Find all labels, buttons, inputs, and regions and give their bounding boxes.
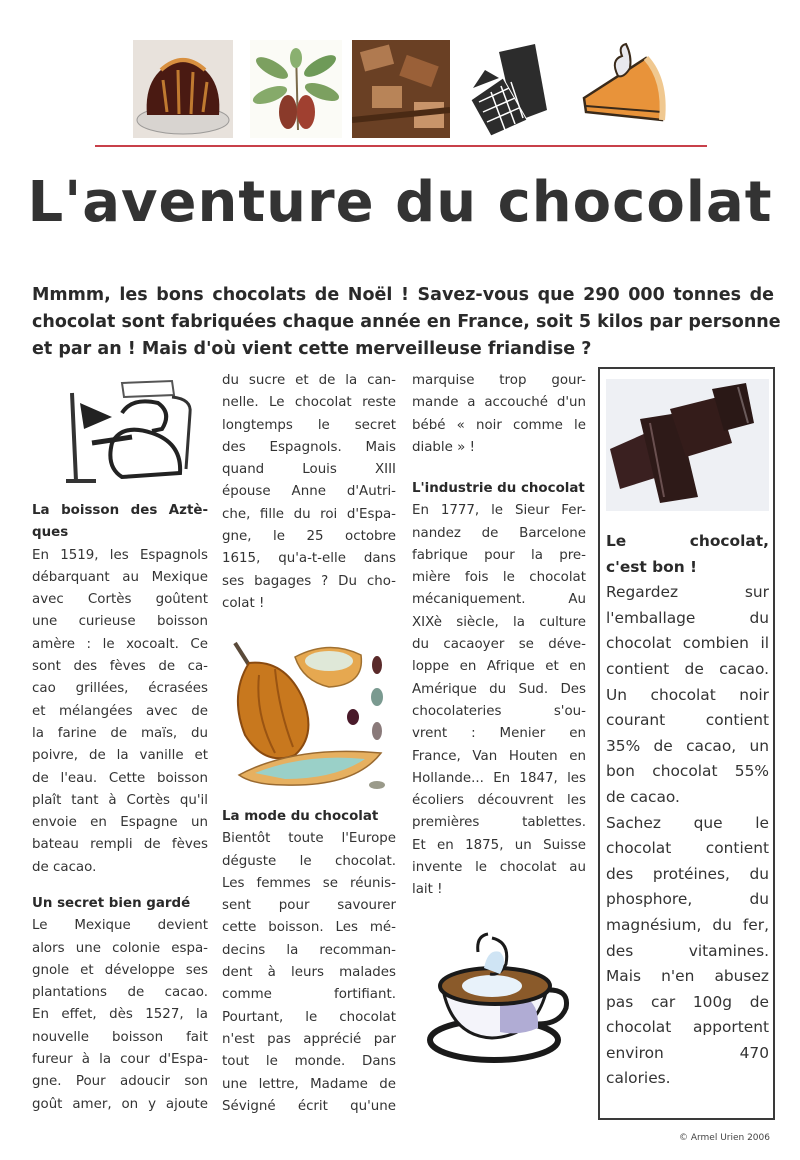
- text-line: du cacaoyer se déve-: [412, 637, 586, 653]
- text-line: une lettre, Madame de: [222, 1076, 396, 1092]
- text-line: 35% de cacao, un: [606, 736, 769, 755]
- text-line: des vitamines.: [606, 941, 769, 960]
- text-line: premières tablettes.: [412, 815, 586, 831]
- text-line: ses bagages ? Du cho-: [222, 573, 396, 589]
- text-line: En 1777, le Sieur Fer-: [412, 503, 586, 519]
- text-line: diable » !: [412, 439, 475, 455]
- text-line: environ 470: [606, 1043, 769, 1062]
- text-line: envoie en Espagne un: [32, 815, 208, 831]
- text-line: Mais n'en abusez: [606, 967, 769, 986]
- text-line: chocolat combien il: [606, 634, 769, 653]
- section-mode-continued: [412, 370, 586, 459]
- page-title: L'aventure du chocolat: [27, 170, 773, 235]
- text-line: En effet, dès 1527, la: [32, 1007, 208, 1023]
- sidebox-heading: c'est bon !: [606, 557, 698, 576]
- text-line: che, fille du roi d'Espa-: [222, 506, 396, 522]
- section-mode: [222, 806, 396, 1118]
- sidebox-heading: Le chocolat,: [606, 532, 769, 550]
- text-line: mande a accouché d'un: [412, 395, 586, 411]
- text-line: n'est pas apprécié par: [222, 1031, 396, 1047]
- text-line: En 1519, les Espagnols: [32, 547, 208, 563]
- banner-images: [130, 40, 670, 140]
- title-rule: [95, 145, 707, 147]
- section-heading: La mode du chocolat: [222, 809, 379, 824]
- text-line: sont des fèves de ca-: [32, 659, 208, 675]
- section-heading: L'industrie du chocolat: [412, 481, 585, 496]
- text-line: bon chocolat 55%: [606, 762, 769, 781]
- text-line: mécaniquement. Au: [412, 592, 586, 608]
- sidebox-chocolate-good: [598, 367, 775, 1120]
- text-line: alors une colonie espa-: [32, 940, 208, 956]
- text-line: lait !: [412, 882, 443, 898]
- cacao-branch-image: [250, 40, 342, 138]
- bundt-cake-image: [133, 40, 233, 138]
- text-line: decins la recomman-: [222, 942, 396, 958]
- text-line: pas car 100g de: [606, 992, 769, 1011]
- section-secret: [32, 893, 208, 1116]
- chocolate-bar-image: [465, 40, 555, 138]
- text-line: chocolateries s'ou-: [412, 703, 586, 719]
- text-line: France, Van Houten en: [412, 748, 586, 764]
- text-line: plaît tant à Cortès qu'il: [32, 792, 208, 808]
- text-line: avec Cortès goûtent: [32, 592, 208, 608]
- text-line: bateau rempli de fèves: [32, 837, 208, 853]
- text-line: sent pour savourer: [222, 898, 396, 914]
- text-line: amère : le xocoalt. Ce: [32, 636, 208, 652]
- text-line: tout le monde. Dans: [222, 1054, 396, 1070]
- text-line: courant contient: [606, 711, 769, 730]
- dark-chocolate-photo: [606, 379, 769, 511]
- text-line: déguste le chocolat.: [222, 853, 396, 869]
- text-line: Amérique du Sud. Des: [412, 681, 586, 697]
- text-line: Bientôt toute l'Europe: [222, 831, 396, 847]
- section-heading: ques: [32, 525, 69, 541]
- section-heading: La boisson des Aztè-: [32, 503, 208, 518]
- hot-chocolate-cup-image: [420, 928, 570, 1066]
- text-line: loppe en Afrique et en: [412, 659, 586, 675]
- text-line: longtemps le secret: [222, 417, 396, 433]
- cacao-pod-image: [225, 635, 395, 795]
- text-line: contient de cacao.: [606, 659, 769, 678]
- text-line: marquise trop gour-: [412, 373, 586, 388]
- aztec-figure-image: [62, 373, 202, 493]
- section-industrie: [412, 478, 586, 902]
- sidebox-text: [606, 529, 769, 1092]
- text-line: des protéines, du: [606, 864, 769, 883]
- text-line: cette boisson. Les mé-: [222, 920, 396, 936]
- text-line: une curieuse boisson: [32, 614, 208, 630]
- text-line: vrent : Menier en: [412, 726, 586, 742]
- text-line: chocolat contient: [606, 839, 769, 858]
- text-line: Un chocolat noir: [606, 685, 769, 704]
- text-line: et mélangées avec de: [32, 703, 208, 719]
- section-heading: Un secret bien gardé: [32, 896, 191, 911]
- text-line: gne, le 25 octobre: [222, 529, 396, 545]
- text-line: goût amer, on y ajoute: [32, 1096, 208, 1112]
- text-line: gne. Pour adoucir son: [32, 1074, 208, 1090]
- section-aztecs: [32, 500, 208, 879]
- text-line: Pourtant, le chocolat: [222, 1009, 396, 1025]
- chocolate-pieces-image: [352, 40, 450, 138]
- text-line: fabrique pour la pre-: [412, 547, 586, 563]
- text-line: du sucre et de la can-: [222, 373, 396, 388]
- text-line: Regardez sur: [606, 583, 769, 602]
- text-line: Sachez que le: [606, 813, 769, 832]
- text-line: l'emballage du: [606, 608, 769, 627]
- intro-line: Mmmm, les bons chocolats de Noël ! Savez-vous que 290 000 tonnes de: [32, 285, 774, 305]
- text-line: Les femmes se réunis-: [222, 875, 396, 891]
- text-line: de cacao.: [606, 787, 680, 806]
- text-line: plantations de cacao.: [32, 985, 208, 1001]
- text-line: nandez de Barcelone: [412, 525, 586, 541]
- intro-line: et par an ! Mais d'où vient cette merveilleuse friandise ?: [32, 339, 592, 359]
- text-line: 1615, qu'a-t-elle dans: [222, 551, 396, 567]
- text-line: mière fois le chocolat: [412, 570, 586, 586]
- text-line: bébé « noir comme le: [412, 417, 586, 433]
- text-line: épouse Anne d'Autri-: [222, 484, 396, 500]
- intro-paragraph: [32, 282, 781, 363]
- text-line: la farine de maïs, du: [32, 725, 208, 741]
- copyright-notice: © Armel Urien 2006: [678, 1133, 770, 1143]
- text-line: comme fortifiant.: [222, 987, 396, 1003]
- text-line: Sévigné écrit qu'une: [222, 1098, 396, 1114]
- text-line: gnole et développe ses: [32, 962, 208, 978]
- text-line: calories.: [606, 1069, 671, 1088]
- text-line: nelle. Le chocolat reste: [222, 395, 396, 411]
- text-line: XIXè siècle, la culture: [412, 614, 586, 630]
- text-line: phosphore, du: [606, 890, 769, 909]
- text-line: invente le chocolat au: [412, 860, 586, 876]
- text-line: colat !: [222, 595, 265, 611]
- pie-slice-image: [578, 40, 670, 138]
- section-secret-continued: [222, 370, 396, 615]
- text-line: Le Mexique devient: [32, 918, 208, 934]
- text-line: quand Louis XIII: [222, 462, 396, 478]
- text-line: Hollande... En 1847, les: [412, 770, 586, 786]
- text-line: de cacao.: [32, 859, 97, 875]
- intro-line: chocolat sont fabriquées chaque année en France, soit 5 kilos par personne: [32, 312, 781, 332]
- text-line: magnésium, du fer,: [606, 915, 769, 934]
- text-line: fureur à la cour d'Espa-: [32, 1052, 208, 1068]
- text-line: cao grillées, écrasées: [32, 681, 208, 697]
- text-line: nouvelle boisson fait: [32, 1029, 208, 1045]
- text-line: poivre, de la vanille et: [32, 748, 208, 764]
- text-line: chocolat apportent: [606, 1018, 769, 1037]
- text-line: des Espagnols. Mais: [222, 439, 396, 455]
- text-line: Et en 1875, un Suisse: [412, 837, 586, 853]
- text-line: dent à leurs malades: [222, 965, 396, 981]
- text-line: de l'eau. Cette boisson: [32, 770, 208, 786]
- text-line: débarquant au Mexique: [32, 569, 208, 585]
- text-line: écoliers découvrent les: [412, 793, 586, 809]
